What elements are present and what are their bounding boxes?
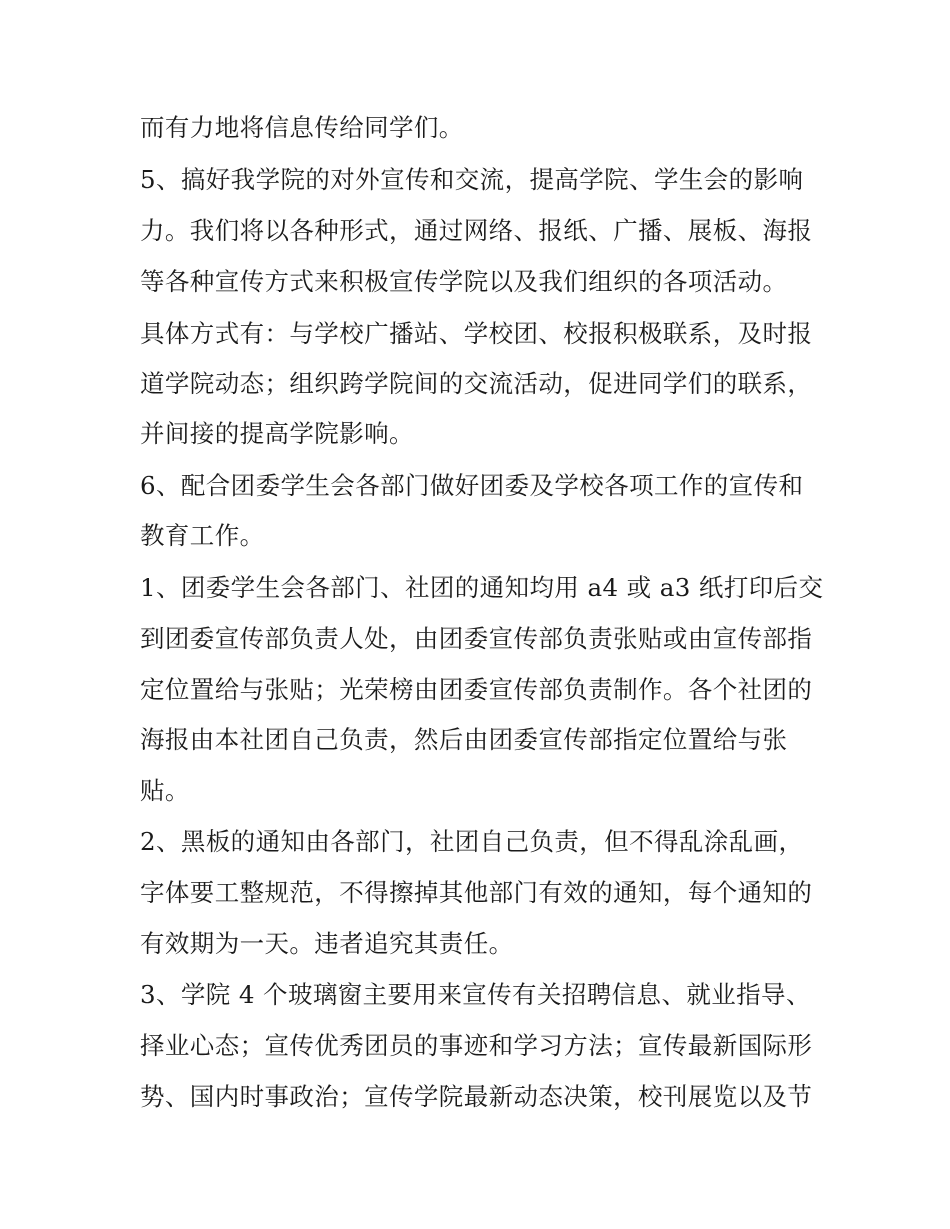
text-line: 贴。 [140, 776, 190, 805]
text-line: 6、配合团委学生会各部门做好团委及学校各项工作的宣传和 [140, 471, 804, 500]
text-line: 力。我们将以各种形式，通过网络、报纸、广播、展板、海报 [140, 216, 813, 245]
text-line: 具体方式有：与学校广播站、学校团、校报积极联系，及时报 [140, 319, 813, 348]
text-line: 海报由本社团自己负责，然后由团委宣传部指定位置给与张 [140, 725, 788, 754]
text-line: 势、国内时事政治；宣传学院最新动态决策，校刊展览以及节 [140, 1082, 813, 1111]
text-line: 5、搞好我学院的对外宣传和交流，提高学院、学生会的影响 [140, 165, 804, 194]
text-line: 择业心态；宣传优秀团员的事迹和学习方法；宣传最新国际形 [140, 1031, 813, 1060]
text-line: 道学院动态；组织跨学院间的交流活动，促进同学们的联系， [140, 369, 813, 398]
text-line: 有效期为一天。违者追究其责任。 [140, 929, 514, 958]
text-line: 并间接的提高学院影响。 [140, 419, 414, 448]
text-line: 教育工作。 [140, 521, 265, 550]
text-line: 3、学院 4 个玻璃窗主要用来宣传有关招聘信息、就业指导、 [140, 980, 811, 1009]
text-line: 字体要工整规范，不得擦掉其他部门有效的通知，每个通知的 [140, 878, 813, 907]
text-line: 等各种宣传方式来积极宣传学院以及我们组织的各项活动。 [140, 267, 788, 296]
text-line: 而有力地将信息传给同学们。 [140, 113, 464, 142]
text-line: 1、团委学生会各部门、社团的通知均用 a4 或 a3 纸打印后交 [140, 573, 824, 602]
text-line: 2、黑板的通知由各部门，社团自己负责，但不得乱涂乱画， [140, 827, 804, 856]
text-line: 到团委宣传部负责人处，由团委宣传部负责张贴或由宣传部指 [140, 624, 813, 653]
text-line: 定位置给与张贴；光荣榜由团委宣传部负责制作。各个社团的 [140, 675, 813, 704]
